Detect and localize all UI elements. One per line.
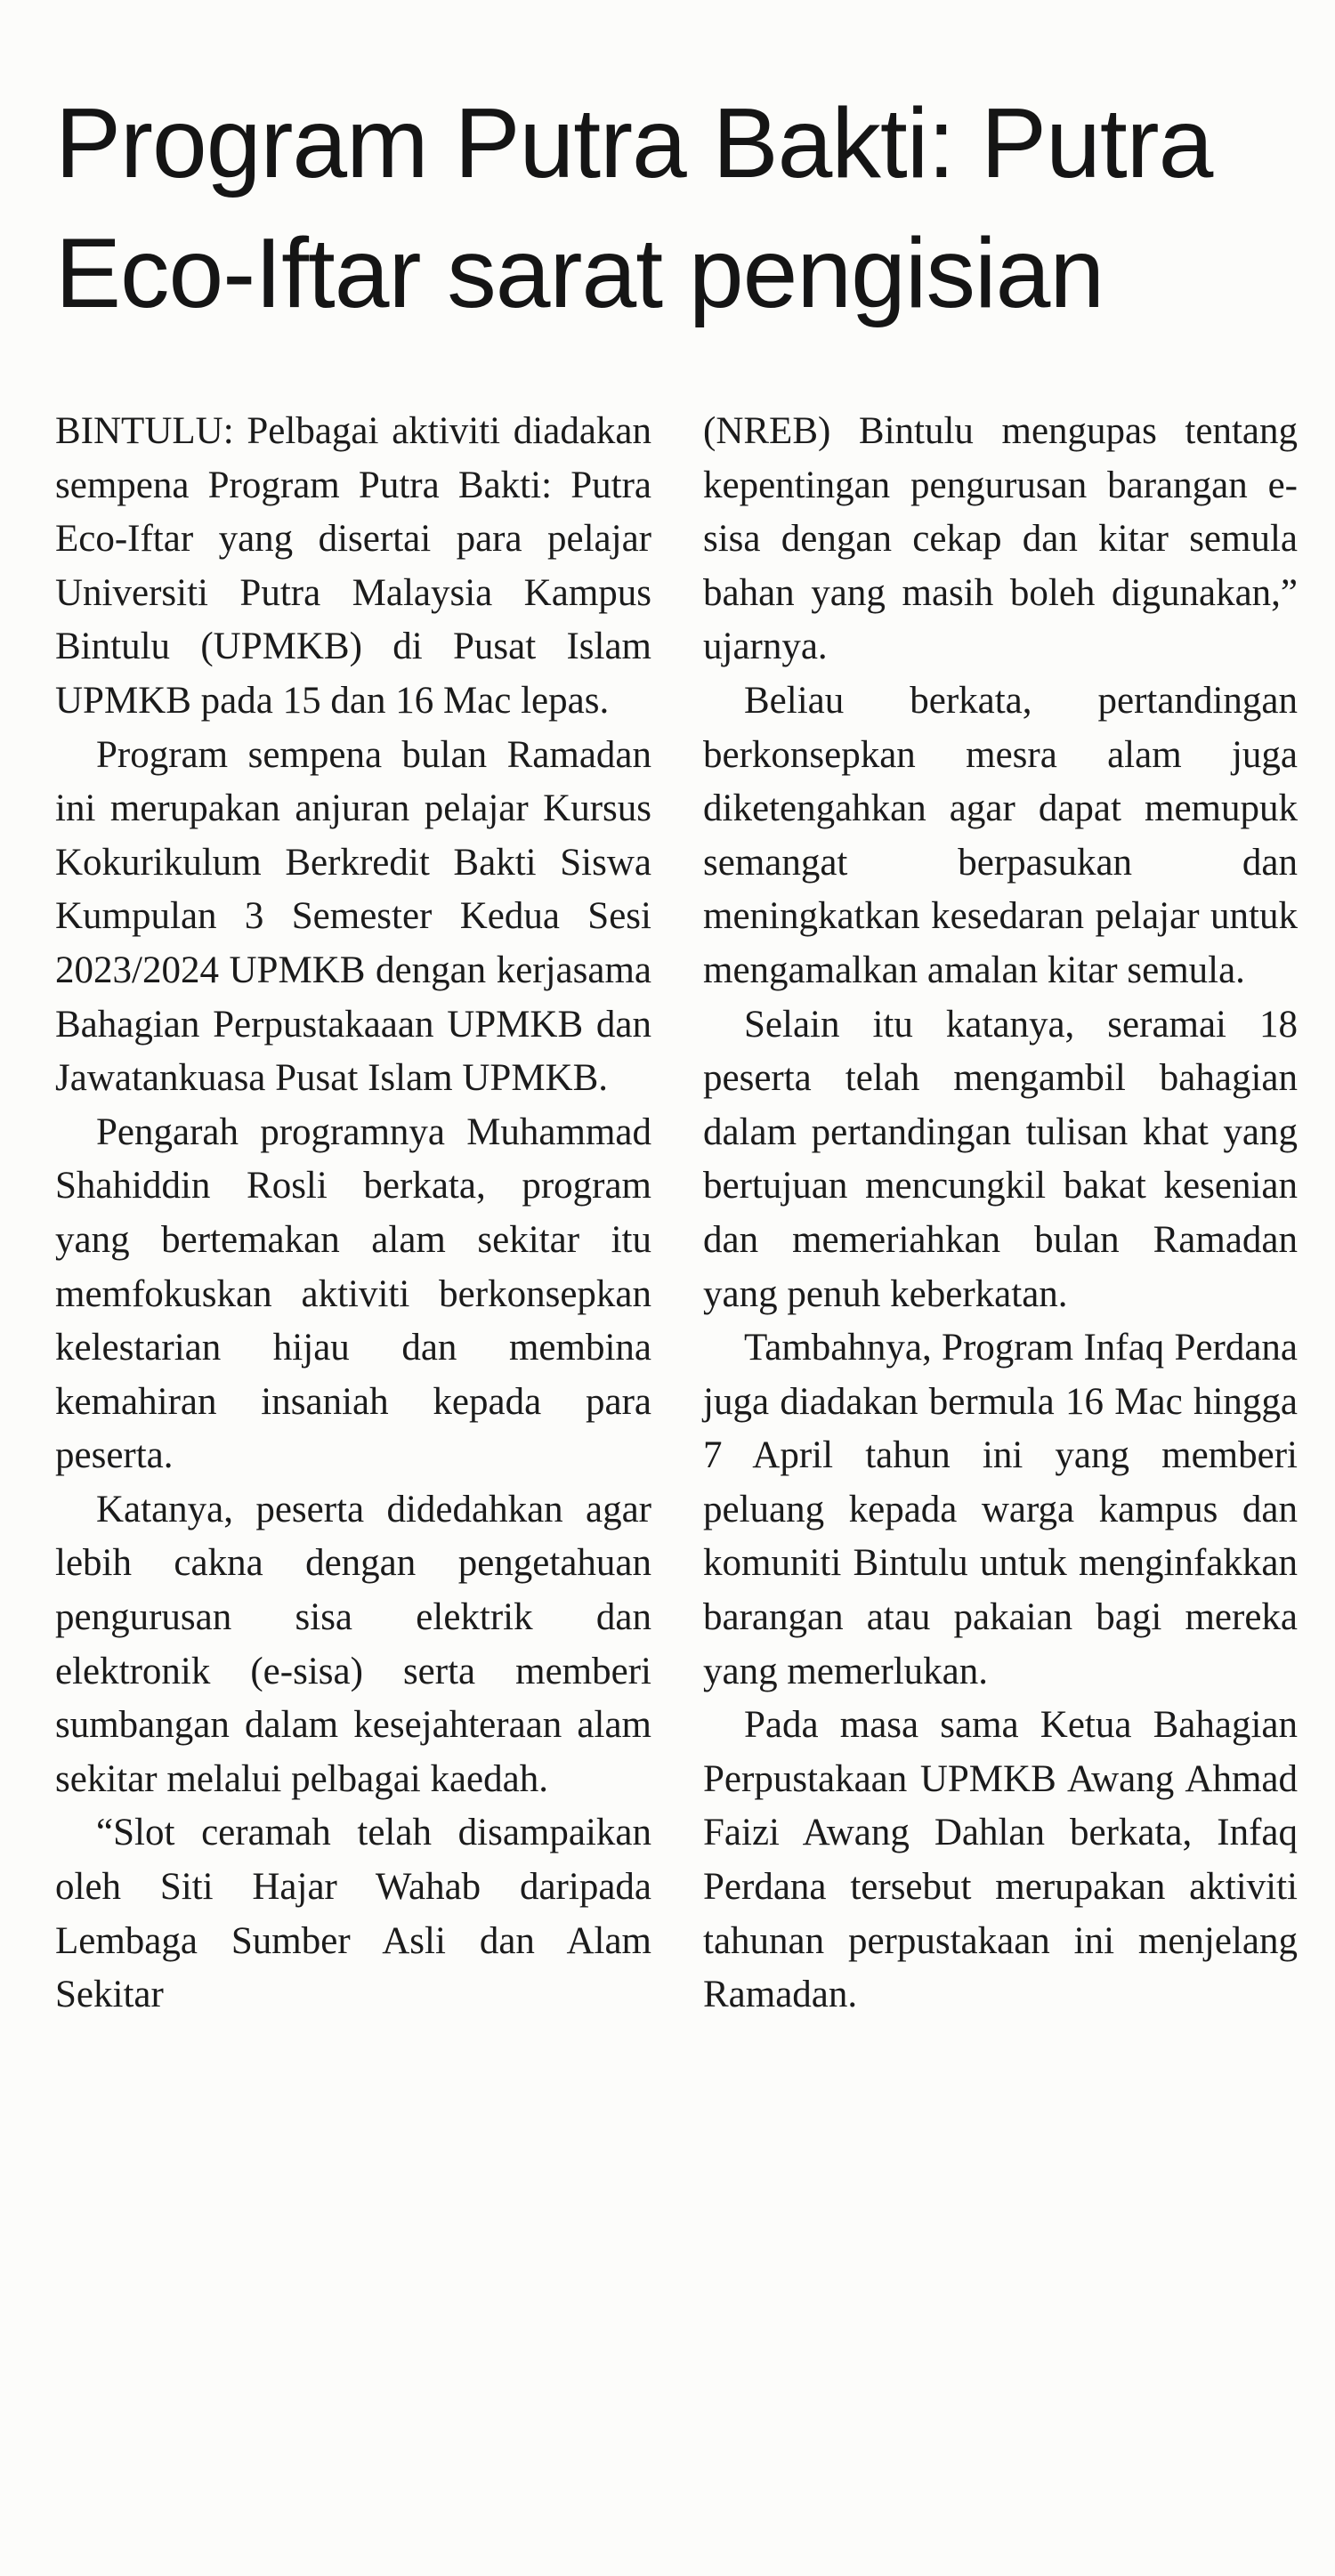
paragraph-continued: (NREB) Bintulu mengupas tentang kepentingan pengurusan barangan e-sisa dengan cekap dan kitar semula bahan yang masih boleh digunakan,” ujarnya. xyxy=(703,410,1298,668)
article-column-left xyxy=(55,405,651,2023)
paragraph: Beliau berkata, pertandingan berkonsepkan mesra alam juga diketengahkan agar dapat memupuk semangat berpasukan dan meningkatkan kesedaran pelajar untuk mengamalkan amalan kitar semula. xyxy=(703,679,1298,991)
paragraph: Pengarah programnya Muhammad Shahiddin Rosli berkata, program yang bertemakan alam sekitar itu memfokuskan aktiviti berkonsepkan kelestarian hijau dan membina kemahiran insaniah kepada para peserta. xyxy=(55,1110,651,1477)
headline-line-1: Program Putra Bakti: Putra xyxy=(55,88,1213,198)
paragraph: Program sempena bulan Ramadan ini merupakan anjuran pelajar Kursus Kokurikulum Berkredit Bakti Siswa Kumpulan 3 Semester Kedua Sesi 2023/2024 UPMKB dengan kerjasama Bahagian Perpustakaaan UPMKB dan Jawatankuasa Pusat Islam UPMKB. xyxy=(55,733,651,1100)
paragraph: “Slot ceramah telah disampaikan oleh Siti Hajar Wahab daripada Lembaga Sumber Asli dan Alam Sekitar xyxy=(55,1812,651,2016)
paragraph: Katanya, peserta didedahkan agar lebih cakna dengan pengetahuan pengurusan sisa elektrik dan elektronik (e-sisa) serta memberi sumbangan dalam kesejahteraan alam sekitar melalui pelbagai kaedah. xyxy=(55,1488,651,1800)
paragraph: Pada masa sama Ketua Bahagian Perpustakaan UPMKB Awang Ahmad Faizi Awang Dahlan berkata, Infaq Perdana tersebut merupakan aktiviti tahunan perpustakaan ini menjelang Ramadan. xyxy=(703,1704,1298,2016)
paragraph: Tambahnya, Program Infaq Perdana juga diadakan bermula 16 Mac hingga 7 April tahun ini yang memberi peluang kepada warga kampus dan komuniti Bintulu untuk menginfakkan barangan atau pakaian bagi mereka yang memerlukan. xyxy=(703,1327,1298,1692)
article-headline xyxy=(55,78,1301,338)
paragraph-dateline: BINTULU: Pelbagai aktiviti diadakan sempena Program Putra Bakti: Putra Eco-Iftar yang disertai para pelajar Universiti Putra Malaysia Kampus Bintulu (UPMKB) di Pusat Islam UPMKB pada 15 dan 16 Mac lepas. xyxy=(55,410,651,722)
headline-line-2: Eco-Iftar sarat pengisian xyxy=(55,218,1104,328)
article-column-right xyxy=(703,405,1298,2023)
paragraph: Selain itu katanya, seramai 18 peserta telah mengambil bahagian dalam pertandingan tulisan khat yang bertujuan mencungkil bakat kesenian dan memeriahkan bulan Ramadan yang penuh keberkatan. xyxy=(703,1003,1298,1315)
